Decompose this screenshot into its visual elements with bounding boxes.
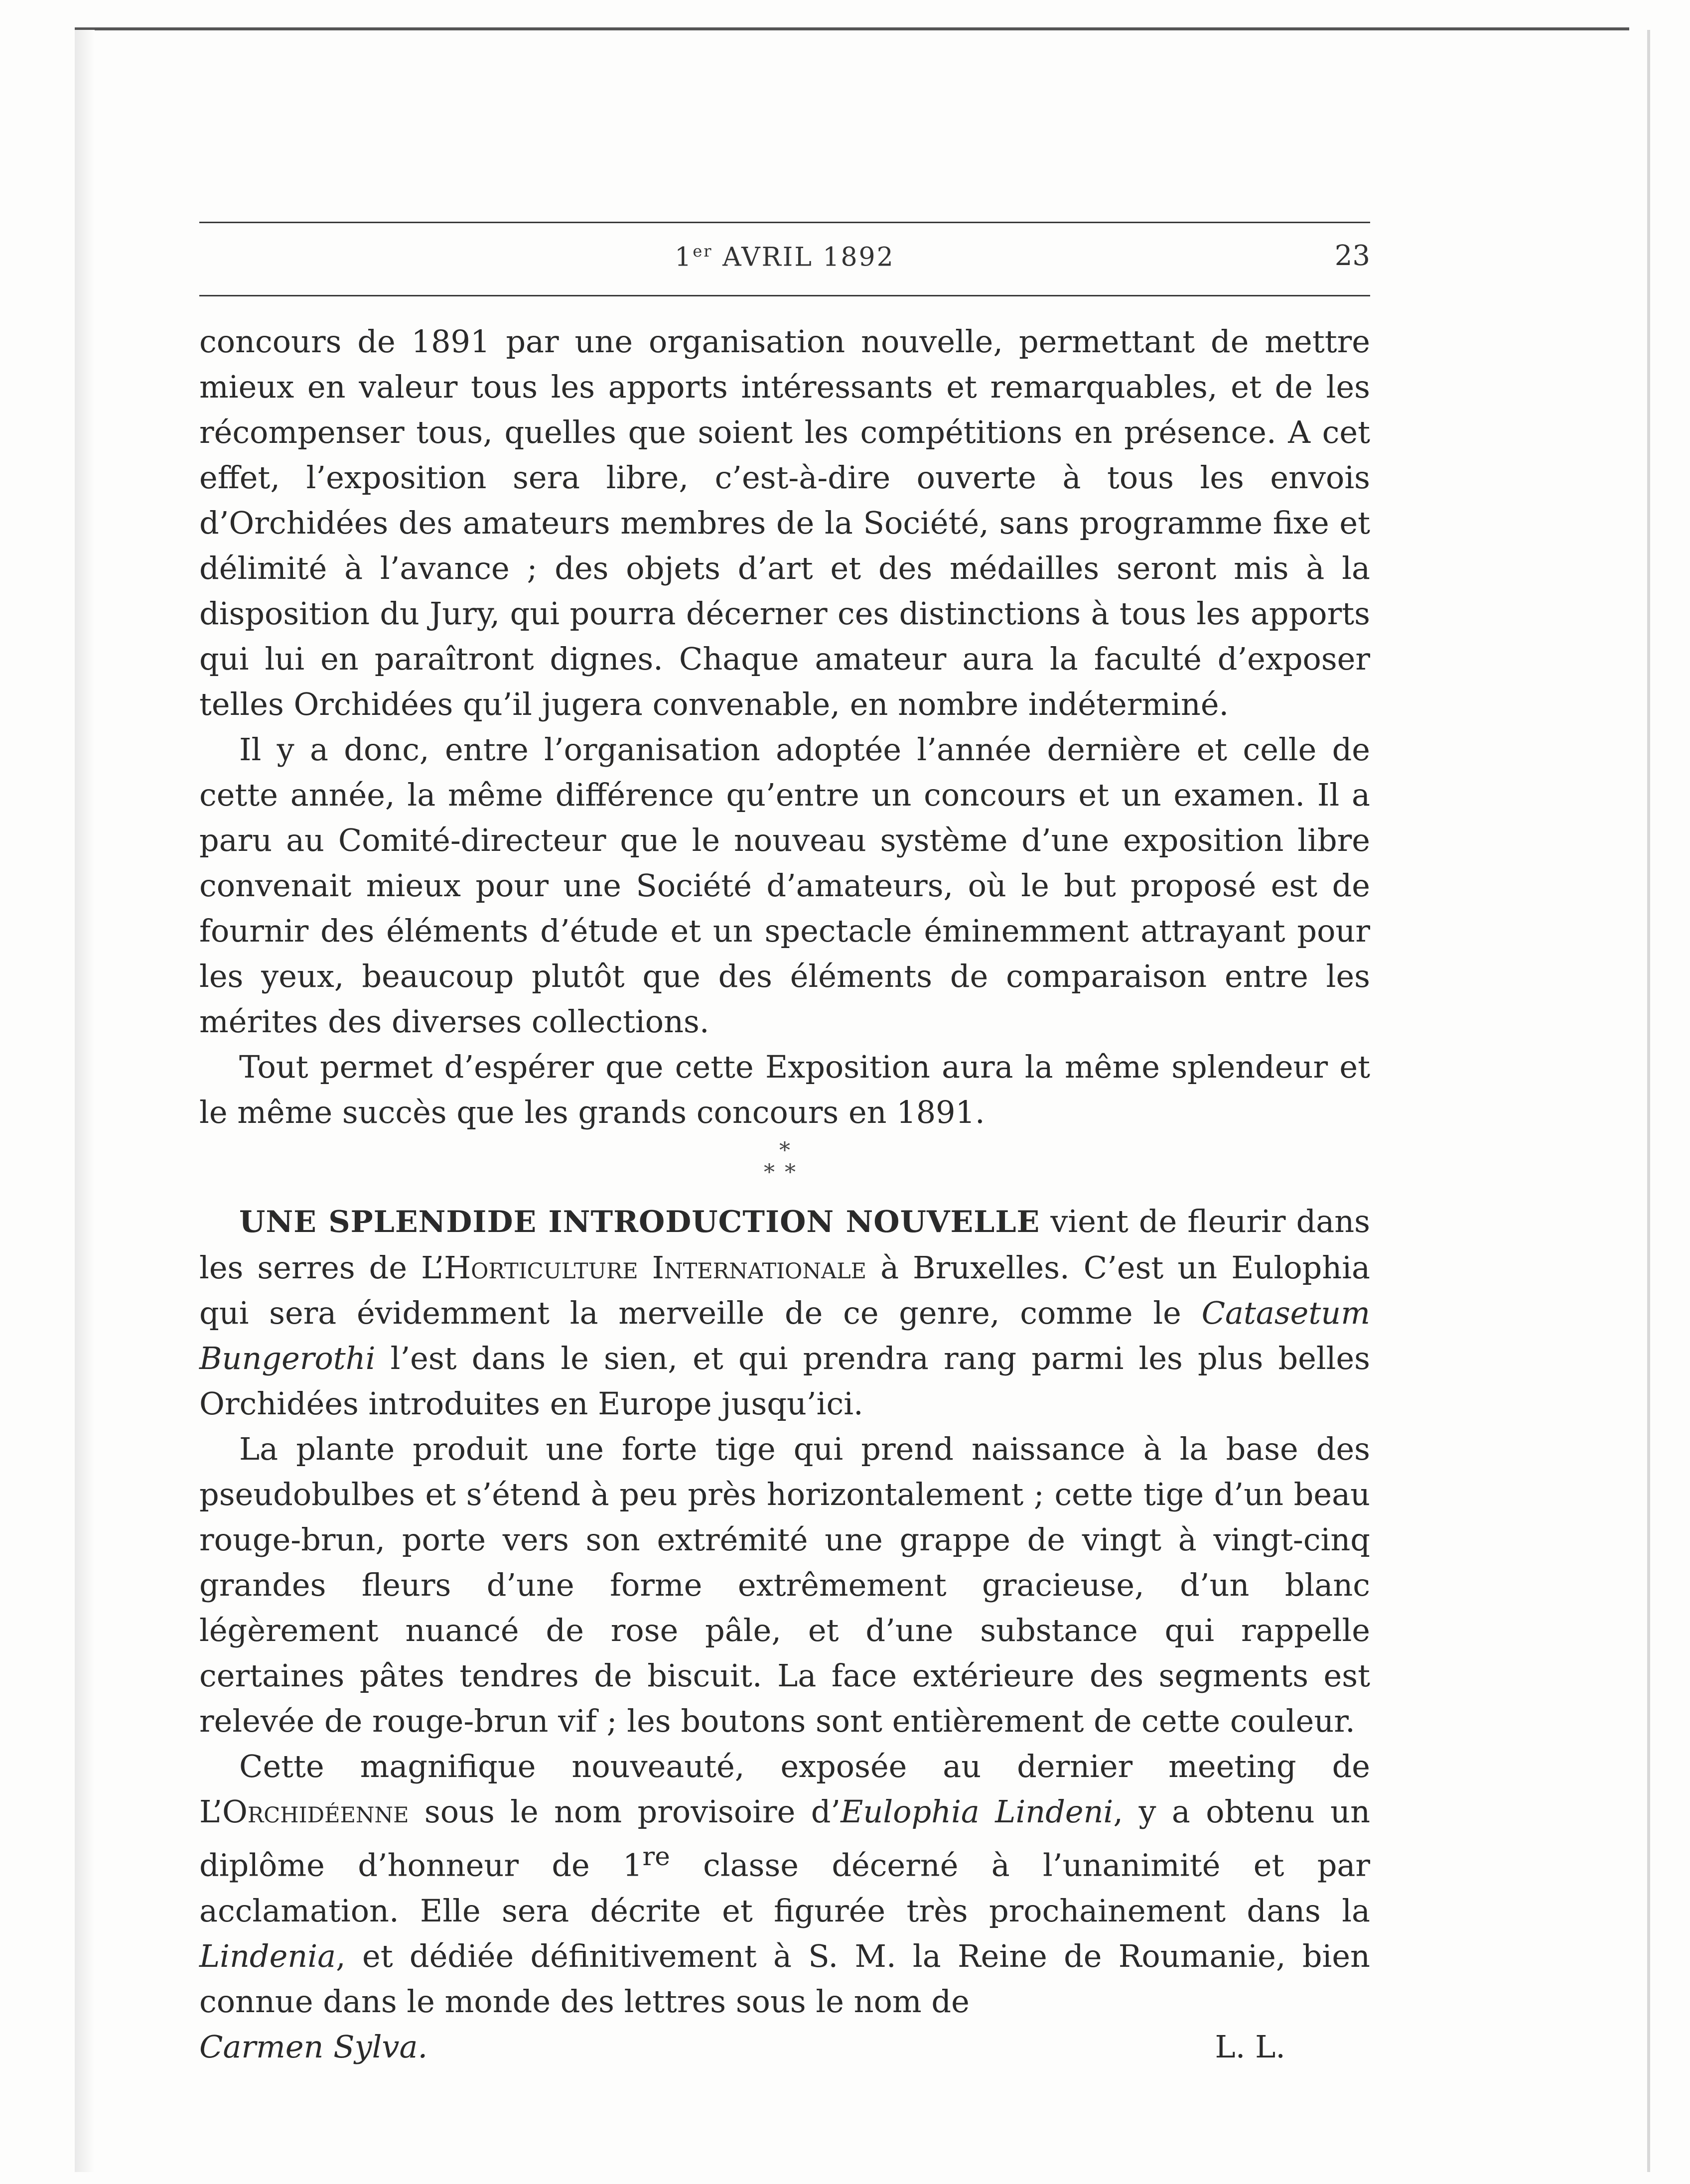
ordinal-re: re bbox=[642, 1842, 670, 1872]
paragraph-2: Il y a donc, entre l’organisation adoptée l’année dernière et celle de cette année, la même différence qu’entre un concours et un examen. Il a paru au Comité-directeur que le nouveau système d’une exposition libre convenait mieux pour une Société d’amateurs, où le but proposé est de fournir des éléments d’étude et un spectacle éminemment attrayant pour les yeux, beaucoup plutôt que des éléments de comparaison entre les mérites des diverses collections. bbox=[199, 731, 1370, 1040]
paragraph-4-text-b: à Bruxelles. C’est un Eulophia qui sera évidemment la merveille de ce genre, comme le bbox=[199, 1249, 1370, 1331]
running-head-ordinal: er bbox=[693, 242, 713, 261]
paragraph-4-text-c: l’est dans le sien, et qui prendra rang parmi les plus belles Orchidées introduites en Europe jusqu’ici. bbox=[199, 1340, 1370, 1422]
asterism-top: * bbox=[779, 1138, 790, 1163]
page-header bbox=[199, 222, 1370, 296]
header-rule-bottom bbox=[199, 295, 1370, 296]
author-signature: L. L. bbox=[1215, 2028, 1285, 2065]
closing-line bbox=[199, 2024, 1370, 2069]
catasetum-name: Catasetum Bungerothi bbox=[199, 1295, 1370, 1376]
running-head-date: AVRIL 1892 bbox=[712, 242, 895, 273]
paragraph-6-text-c: , y a obtenu un diplôme d’honneur de 1 bbox=[199, 1793, 1370, 1884]
lindenia-name: Lindenia bbox=[199, 1937, 336, 1974]
asterism-divider bbox=[199, 1140, 1370, 1184]
orchideenne-name: L’Orchidéenne bbox=[199, 1793, 409, 1830]
running-head bbox=[199, 242, 1370, 272]
paragraph-4-text-a: vient de fleurir dans les serres de bbox=[199, 1203, 1370, 1286]
running-head-day: 1 bbox=[675, 242, 693, 273]
paragraph-3: Tout permet d’espérer que cette Exposition aura la même splendeur et le même succès que les grands concours en 1891. bbox=[199, 1049, 1370, 1130]
paragraph-4 bbox=[199, 1199, 1370, 1426]
paragraph-1: concours de 1891 par une organisation nouvelle, permettant de mettre mieux en valeur tous les apports intéressants et remarquables, et de les récompenser tous, quelles que soient les compétitions en présence. A cet effet, l’exposition sera libre, c’est-à-dire ouverte à tous les envois d’Orchidées des amateurs membres de la Société, sans programme fixe et délimité à l’avance ; des objets d’art et des médailles seront mis à la disposition du Jury, qui pourra décerner ces distinctions à tous les apports qui lui en paraîtront dignes. Chaque amateur aura la faculté d’exposer telles Orchidées qu’il jugera convenable, en nombre indéterminé. bbox=[199, 323, 1370, 722]
paragraph-5: La plante produit une forte tige qui prend naissance à la base des pseudobulbes et s’étend à peu près horizontalement ; cette tige d’un beau rouge-brun, porte vers son extrémité une grappe de vingt à vingt-cinq grandes fleurs d’une forme extrêmement gracieuse, d’un blanc légèrement nuancé de rose pâle, et d’une substance qui rappelle certaines pâtes tendres de biscuit. La face extérieure des segments est relevée de rouge-brun vif ; les boutons sont entièrement de cette couleur. bbox=[199, 1431, 1370, 1739]
paragraph-6-text-d: classe décerné à l’unanimité et par acclamation. Elle sera décrite et figurée très prochainement dans la bbox=[199, 1847, 1371, 1929]
article-body bbox=[199, 319, 1370, 2069]
section-heading: UNE SPLENDIDE INTRODUCTION NOUVELLE bbox=[239, 1205, 1040, 1239]
eulophia-name: Eulophia Lindeni bbox=[841, 1793, 1114, 1830]
scan-left-shadow bbox=[75, 30, 95, 2172]
scan-top-edge bbox=[75, 27, 1629, 30]
asterism-bottom: ** bbox=[764, 1160, 806, 1185]
header-rule-top bbox=[199, 222, 1370, 223]
paragraph-6 bbox=[199, 1744, 1370, 2024]
carmen-sylva-name: Carmen Sylva. bbox=[199, 2028, 428, 2065]
horticulture-name: L’Horticulture Internationale bbox=[421, 1249, 867, 1286]
paragraph-6-text-a: Cette magnifique nouveauté, exposée au dernier meeting de bbox=[239, 1748, 1370, 1784]
page-number: 23 bbox=[1334, 240, 1370, 272]
paragraph-6-text-b: sous le nom provisoire d’ bbox=[409, 1793, 841, 1830]
paragraph-6-text-e: , et dédiée définitivement à S. M. la Reine de Roumanie, bien connue dans le monde des lettres sous le nom de bbox=[199, 1937, 1370, 2020]
scan-right-edge bbox=[1647, 30, 1650, 2172]
